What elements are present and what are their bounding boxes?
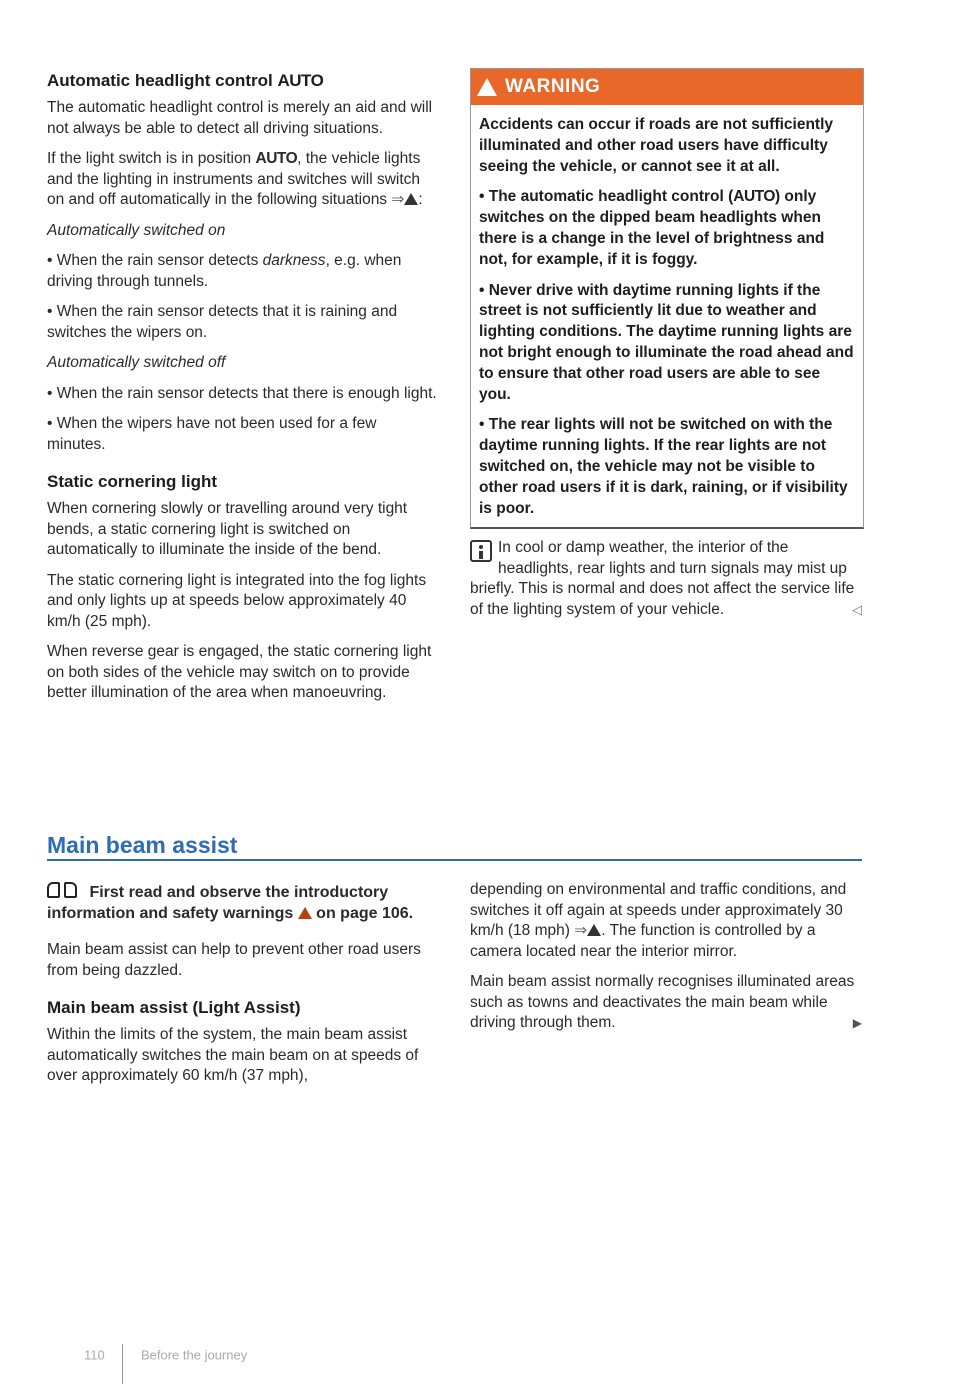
note — [470, 538, 862, 620]
paragraph-light-switch: If the light switch is in position AUTO, the vehicle lights and the lighting in instruments and switches will switch on and off automatically in the following situations ⇒ : — [47, 150, 423, 208]
paragraph-cornering: When cornering slowly or travelling around very tight bends, a static cornering light is switched on automatically to illuminate the inside of the bend. — [47, 500, 408, 558]
warning-intro: Accidents can occur if roads are not sufficiently illuminated and other road users have difficulty seeing the vehicle, or cannot see it at all. — [479, 116, 834, 175]
paragraph-main-beam-speed: Within the limits of the system, the main beam assist automatically switches the main beam on at speeds of over approximately 60 km/h (37 mph), — [47, 1026, 419, 1084]
warning-bullet-daytime: • Never drive with daytime running lights if the street is not sufficiently lit due to weather and lighting conditions. The daytime running lights are not bright enough to illuminate the road ahead and to ensure that other road users are able to see you. — [479, 281, 854, 403]
paragraph-towns: Main beam assist normally recognises illuminated areas such as towns and deactivates the main beam while driving through them. ▶ — [470, 972, 862, 1034]
warning-box — [470, 68, 864, 529]
section-title: Main beam assist — [47, 832, 238, 858]
auto-badge: AUTO — [277, 71, 324, 90]
chapter-name: Before the journey — [140, 1347, 248, 1363]
paragraph-aid: The automatic headlight control is merely an aid and will not always be able to detect all driving situations. — [47, 99, 433, 137]
left-column-bottom — [47, 880, 437, 1097]
warning-triangle-icon — [298, 907, 312, 919]
continue-arrow-icon: ▶ — [852, 1016, 862, 1030]
warning-triangle-icon — [404, 193, 418, 205]
page-number: 110 — [84, 1347, 105, 1363]
warning-reference-arrow: ⇒ — [391, 191, 405, 208]
left-column-top — [47, 70, 437, 714]
info-icon — [470, 540, 492, 562]
book-icon — [47, 880, 77, 900]
warning-bullet-auto: • The automatic headlight control (AUTO) only switches on the dipped beam headlights when there is a change in the level of brightness and not, for example, if it is foggy. — [479, 188, 825, 268]
warning-triangle-icon — [477, 78, 497, 96]
subhead-switched-off: Automatically switched off — [47, 354, 226, 371]
bullet-enough-light: • When the rain sensor detects that there is enough light. — [47, 384, 437, 402]
footer-separator — [122, 1344, 123, 1384]
bullet-darkness: • When the rain sensor detects darkness, e.g. when driving through tunnels. — [47, 252, 402, 290]
heading-automatic-headlight-control: Automatic headlight control AUTO — [47, 71, 324, 90]
bullet-raining: • When the rain sensor detects that it is raining and switches the wipers on. — [47, 303, 398, 341]
paragraph-reverse-gear: When reverse gear is engaged, the static cornering light on both sides of the vehicle may switch on to provide better illumination of the area when manoeuvring. — [47, 643, 432, 701]
paragraph-fog-lights: The static cornering light is integrated into the fog lights and only lights up at speeds below approximately 40 km/h (25 mph). — [47, 571, 427, 630]
warning-triangle-icon — [587, 924, 601, 936]
note-text: In cool or damp weather, the interior of the headlights, rear lights and turn signals may mist up briefly. This is normal and does not affect the service life of the lighting system of your vehicle. — [470, 539, 855, 618]
right-column-bottom — [470, 880, 862, 1044]
warning-reference-arrow: ⇒ — [574, 922, 588, 939]
warning-bullet-rear-lights: • The rear lights will not be switched on with the daytime running lights. If the rear lights are not switched on, the vehicle may not be visible to other road users if it is dark, raining, or if visibility is poor. — [479, 416, 848, 517]
section-divider — [47, 859, 862, 861]
bullet-wipers: • When the wipers have not been used for a few minutes. — [47, 415, 377, 453]
paragraph-conditions: depending on environmental and traffic conditions, and switches it off again at speeds under approximately 30 km/h (18 mph) ⇒ . The function is controlled by a camera located near the interior mirror. — [470, 881, 847, 960]
warning-header — [471, 69, 863, 105]
footer — [84, 1336, 247, 1376]
intro-read-first: First read and observe the introductory information and safety warnings on page 106. — [47, 880, 437, 924]
subhead-switched-on: Automatically switched on — [47, 221, 226, 239]
paragraph-dazzled: Main beam assist can help to prevent other road users from being dazzled. — [47, 941, 421, 979]
heading-light-assist: Main beam assist (Light Assist) — [47, 998, 301, 1017]
warning-body — [471, 105, 863, 527]
warning-title: WARNING — [505, 76, 601, 97]
heading-static-cornering-light: Static cornering light — [47, 472, 218, 491]
section-end-icon: ◁ — [852, 601, 862, 617]
